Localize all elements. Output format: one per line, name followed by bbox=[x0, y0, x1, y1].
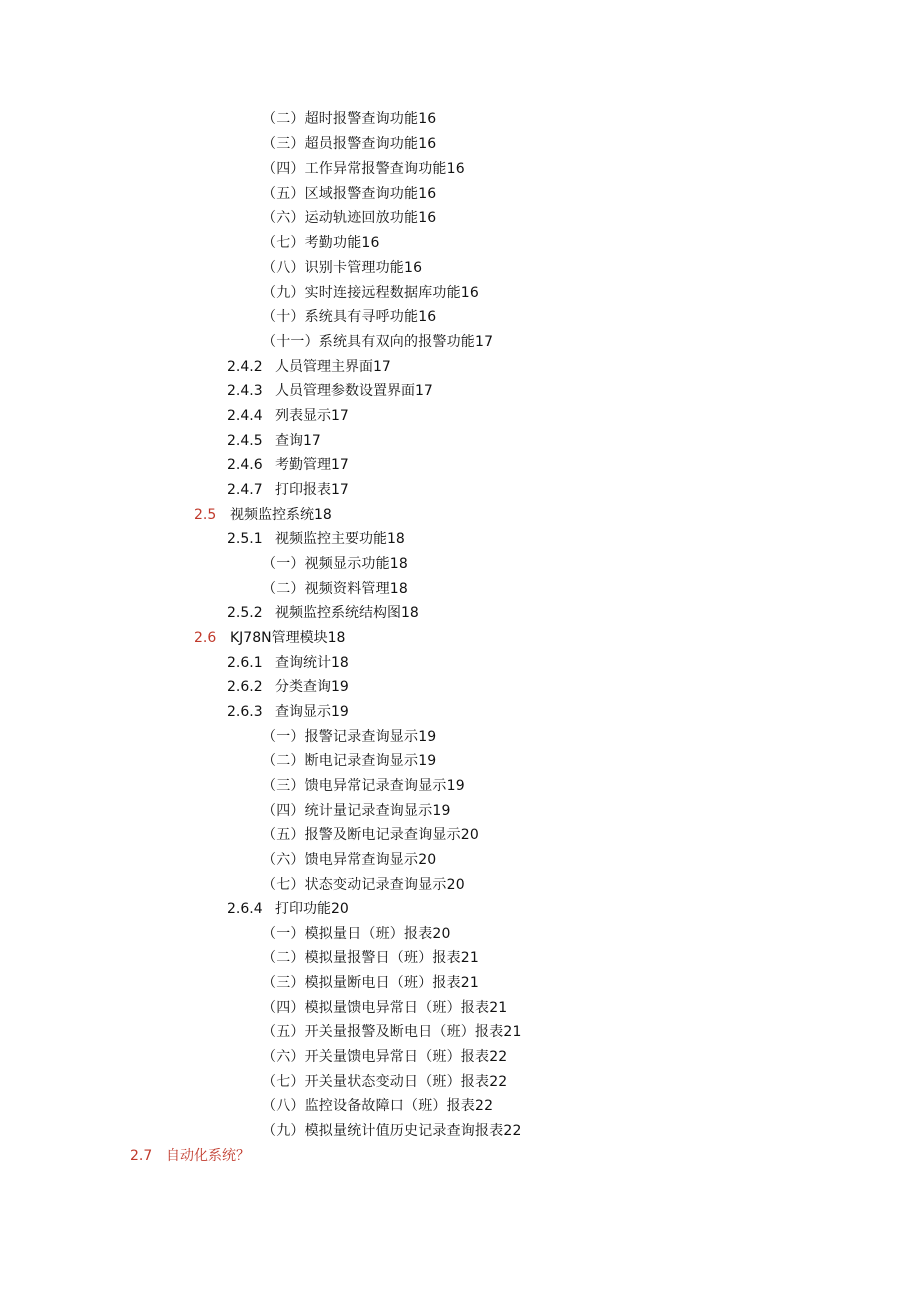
toc-entry-text: （十）系统具有寻呼功能16 bbox=[262, 309, 437, 325]
toc-entry[interactable] bbox=[262, 972, 479, 994]
toc-entry[interactable] bbox=[262, 232, 380, 254]
toc-entry-text: 打印功能20 bbox=[275, 901, 349, 917]
toc-entry-number: 2.5.1 bbox=[227, 531, 263, 547]
toc-entry-number: 2.6.3 bbox=[227, 704, 263, 720]
toc-entry[interactable] bbox=[227, 454, 349, 476]
toc-entry[interactable] bbox=[227, 701, 349, 723]
toc-entry[interactable] bbox=[262, 947, 479, 969]
toc-entry-text: （五）开关量报警及断电日（班）报表21 bbox=[262, 1024, 522, 1040]
toc-entry[interactable] bbox=[262, 1120, 522, 1142]
toc-entry-text: （二）超时报警查询功能16 bbox=[262, 111, 437, 127]
toc-entry-text: （八）识别卡管理功能16 bbox=[262, 260, 423, 276]
toc-entry-text: （一）报警记录查询显示19 bbox=[262, 729, 437, 745]
toc-entry[interactable] bbox=[262, 726, 436, 748]
toc-entry-text: 自动化系统？ bbox=[166, 1148, 250, 1164]
toc-entry-text: 考勤管理17 bbox=[275, 457, 349, 473]
toc-entry-text: （三）超员报警查询功能16 bbox=[262, 136, 437, 152]
toc-entry-text: （三）馈电异常记录查询显示19 bbox=[262, 778, 465, 794]
toc-entry[interactable] bbox=[227, 676, 349, 698]
toc-entry[interactable] bbox=[262, 108, 436, 130]
toc-entry[interactable] bbox=[227, 356, 391, 378]
toc-entry-text: KJ78N管理模块18 bbox=[230, 630, 346, 646]
toc-entry[interactable] bbox=[262, 923, 451, 945]
toc-entry[interactable] bbox=[227, 602, 419, 624]
toc-entry-text: （二）视频资料管理18 bbox=[262, 581, 409, 597]
toc-entry[interactable] bbox=[262, 183, 436, 205]
toc-entry-text: 视频监控系统18 bbox=[230, 507, 332, 523]
toc-entry-number: 2.6.1 bbox=[227, 655, 263, 671]
toc-entry[interactable] bbox=[262, 1046, 507, 1068]
toc-entry-text: （九）模拟量统计值历史记录查询报表22 bbox=[262, 1123, 522, 1139]
toc-entry-text: 视频监控系统结构图18 bbox=[275, 605, 419, 621]
toc-entry-number: 2.5 bbox=[194, 507, 217, 523]
toc-chapter-heading[interactable] bbox=[130, 1145, 250, 1167]
toc-entry[interactable] bbox=[262, 133, 436, 155]
toc-entry-text: （五）报警及断电记录查询显示20 bbox=[262, 827, 480, 843]
toc-section-heading[interactable] bbox=[194, 504, 332, 526]
toc-entry[interactable] bbox=[262, 824, 479, 846]
toc-entry-text: 列表显示17 bbox=[275, 408, 349, 424]
toc-entry-text: （九）实时连接远程数据库功能16 bbox=[262, 285, 480, 301]
toc-entry[interactable] bbox=[262, 849, 436, 871]
toc-entry[interactable] bbox=[262, 750, 436, 772]
toc-entry-text: （四）工作异常报警查询功能16 bbox=[262, 161, 465, 177]
toc-entry[interactable] bbox=[227, 405, 349, 427]
toc-entry[interactable] bbox=[262, 331, 493, 353]
toc-entry-text: （二）断电记录查询显示19 bbox=[262, 753, 437, 769]
toc-entry-text: （七）开关量状态变动日（班）报表22 bbox=[262, 1074, 508, 1090]
toc-entry[interactable] bbox=[262, 800, 451, 822]
toc-entry-text: 人员管理主界面17 bbox=[275, 359, 391, 375]
toc-entry-text: （七）考勤功能16 bbox=[262, 235, 380, 251]
toc-entry[interactable] bbox=[262, 207, 436, 229]
toc-entry-number: 2.4.4 bbox=[227, 408, 263, 424]
toc-entry[interactable] bbox=[227, 528, 405, 550]
toc-entry[interactable] bbox=[262, 1071, 507, 1093]
toc-entry-text: （一）视频显示功能18 bbox=[262, 556, 409, 572]
toc-entry[interactable] bbox=[262, 578, 408, 600]
toc-entry-number: 2.6.2 bbox=[227, 679, 263, 695]
toc-entry-text: 视频监控主要功能18 bbox=[275, 531, 405, 547]
toc-entry-text: 人员管理参数设置界面17 bbox=[275, 383, 433, 399]
toc-entry-text: （二）模拟量报警日（班）报表21 bbox=[262, 950, 480, 966]
toc-entry[interactable] bbox=[262, 306, 436, 328]
toc-entry-number: 2.4.6 bbox=[227, 457, 263, 473]
toc-entry[interactable] bbox=[227, 479, 349, 501]
toc-entry-number: 2.4.7 bbox=[227, 482, 263, 498]
toc-entry[interactable] bbox=[262, 874, 465, 896]
toc-entry-text: 分类查询19 bbox=[275, 679, 349, 695]
toc-entry[interactable] bbox=[262, 158, 465, 180]
toc-entry-text: （六）运动轨迹回放功能16 bbox=[262, 210, 437, 226]
toc-entry[interactable] bbox=[262, 775, 465, 797]
toc-entry-text: （六）开关量馈电异常日（班）报表22 bbox=[262, 1049, 508, 1065]
toc-entry-text: （八）监控设备故障口（班）报表22 bbox=[262, 1098, 494, 1114]
toc-entry[interactable] bbox=[262, 997, 507, 1019]
toc-entry-text: （四）统计量记录查询显示19 bbox=[262, 803, 451, 819]
toc-entry[interactable] bbox=[227, 430, 321, 452]
toc-entry-text: 打印报表17 bbox=[275, 482, 349, 498]
toc-entry[interactable] bbox=[262, 1021, 522, 1043]
toc-entry-number: 2.4.5 bbox=[227, 433, 263, 449]
toc-entry[interactable] bbox=[262, 553, 408, 575]
toc-entry[interactable] bbox=[227, 380, 433, 402]
toc-entry-text: （七）状态变动记录查询显示20 bbox=[262, 877, 465, 893]
toc-entry-text: （十一）系统具有双向的报警功能17 bbox=[262, 334, 494, 350]
toc-entry-number: 2.7 bbox=[130, 1148, 153, 1164]
toc-entry-text: （五）区域报警查询功能16 bbox=[262, 186, 437, 202]
toc-section-heading[interactable] bbox=[194, 627, 345, 649]
toc-entry-text: （一）模拟量日（班）报表20 bbox=[262, 926, 451, 942]
toc-entry-number: 2.6 bbox=[194, 630, 217, 646]
toc-entry[interactable] bbox=[262, 282, 479, 304]
toc-entry-text: （三）模拟量断电日（班）报表21 bbox=[262, 975, 480, 991]
toc-entry[interactable] bbox=[262, 257, 422, 279]
toc-entry-number: 2.6.4 bbox=[227, 901, 263, 917]
toc-entry[interactable] bbox=[227, 652, 349, 674]
toc-entry-number: 2.4.2 bbox=[227, 359, 263, 375]
toc-entry[interactable] bbox=[227, 898, 349, 920]
toc-entry-text: （六）馈电异常查询显示20 bbox=[262, 852, 437, 868]
toc-entry-text: 查询显示19 bbox=[275, 704, 349, 720]
toc-entry[interactable] bbox=[262, 1095, 493, 1117]
toc-entry-number: 2.4.3 bbox=[227, 383, 263, 399]
toc-entry-number: 2.5.2 bbox=[227, 605, 263, 621]
toc-entry-text: 查询统计18 bbox=[275, 655, 349, 671]
toc-entry-text: 查询17 bbox=[275, 433, 321, 449]
toc-entry-text: （四）模拟量馈电异常日（班）报表21 bbox=[262, 1000, 508, 1016]
